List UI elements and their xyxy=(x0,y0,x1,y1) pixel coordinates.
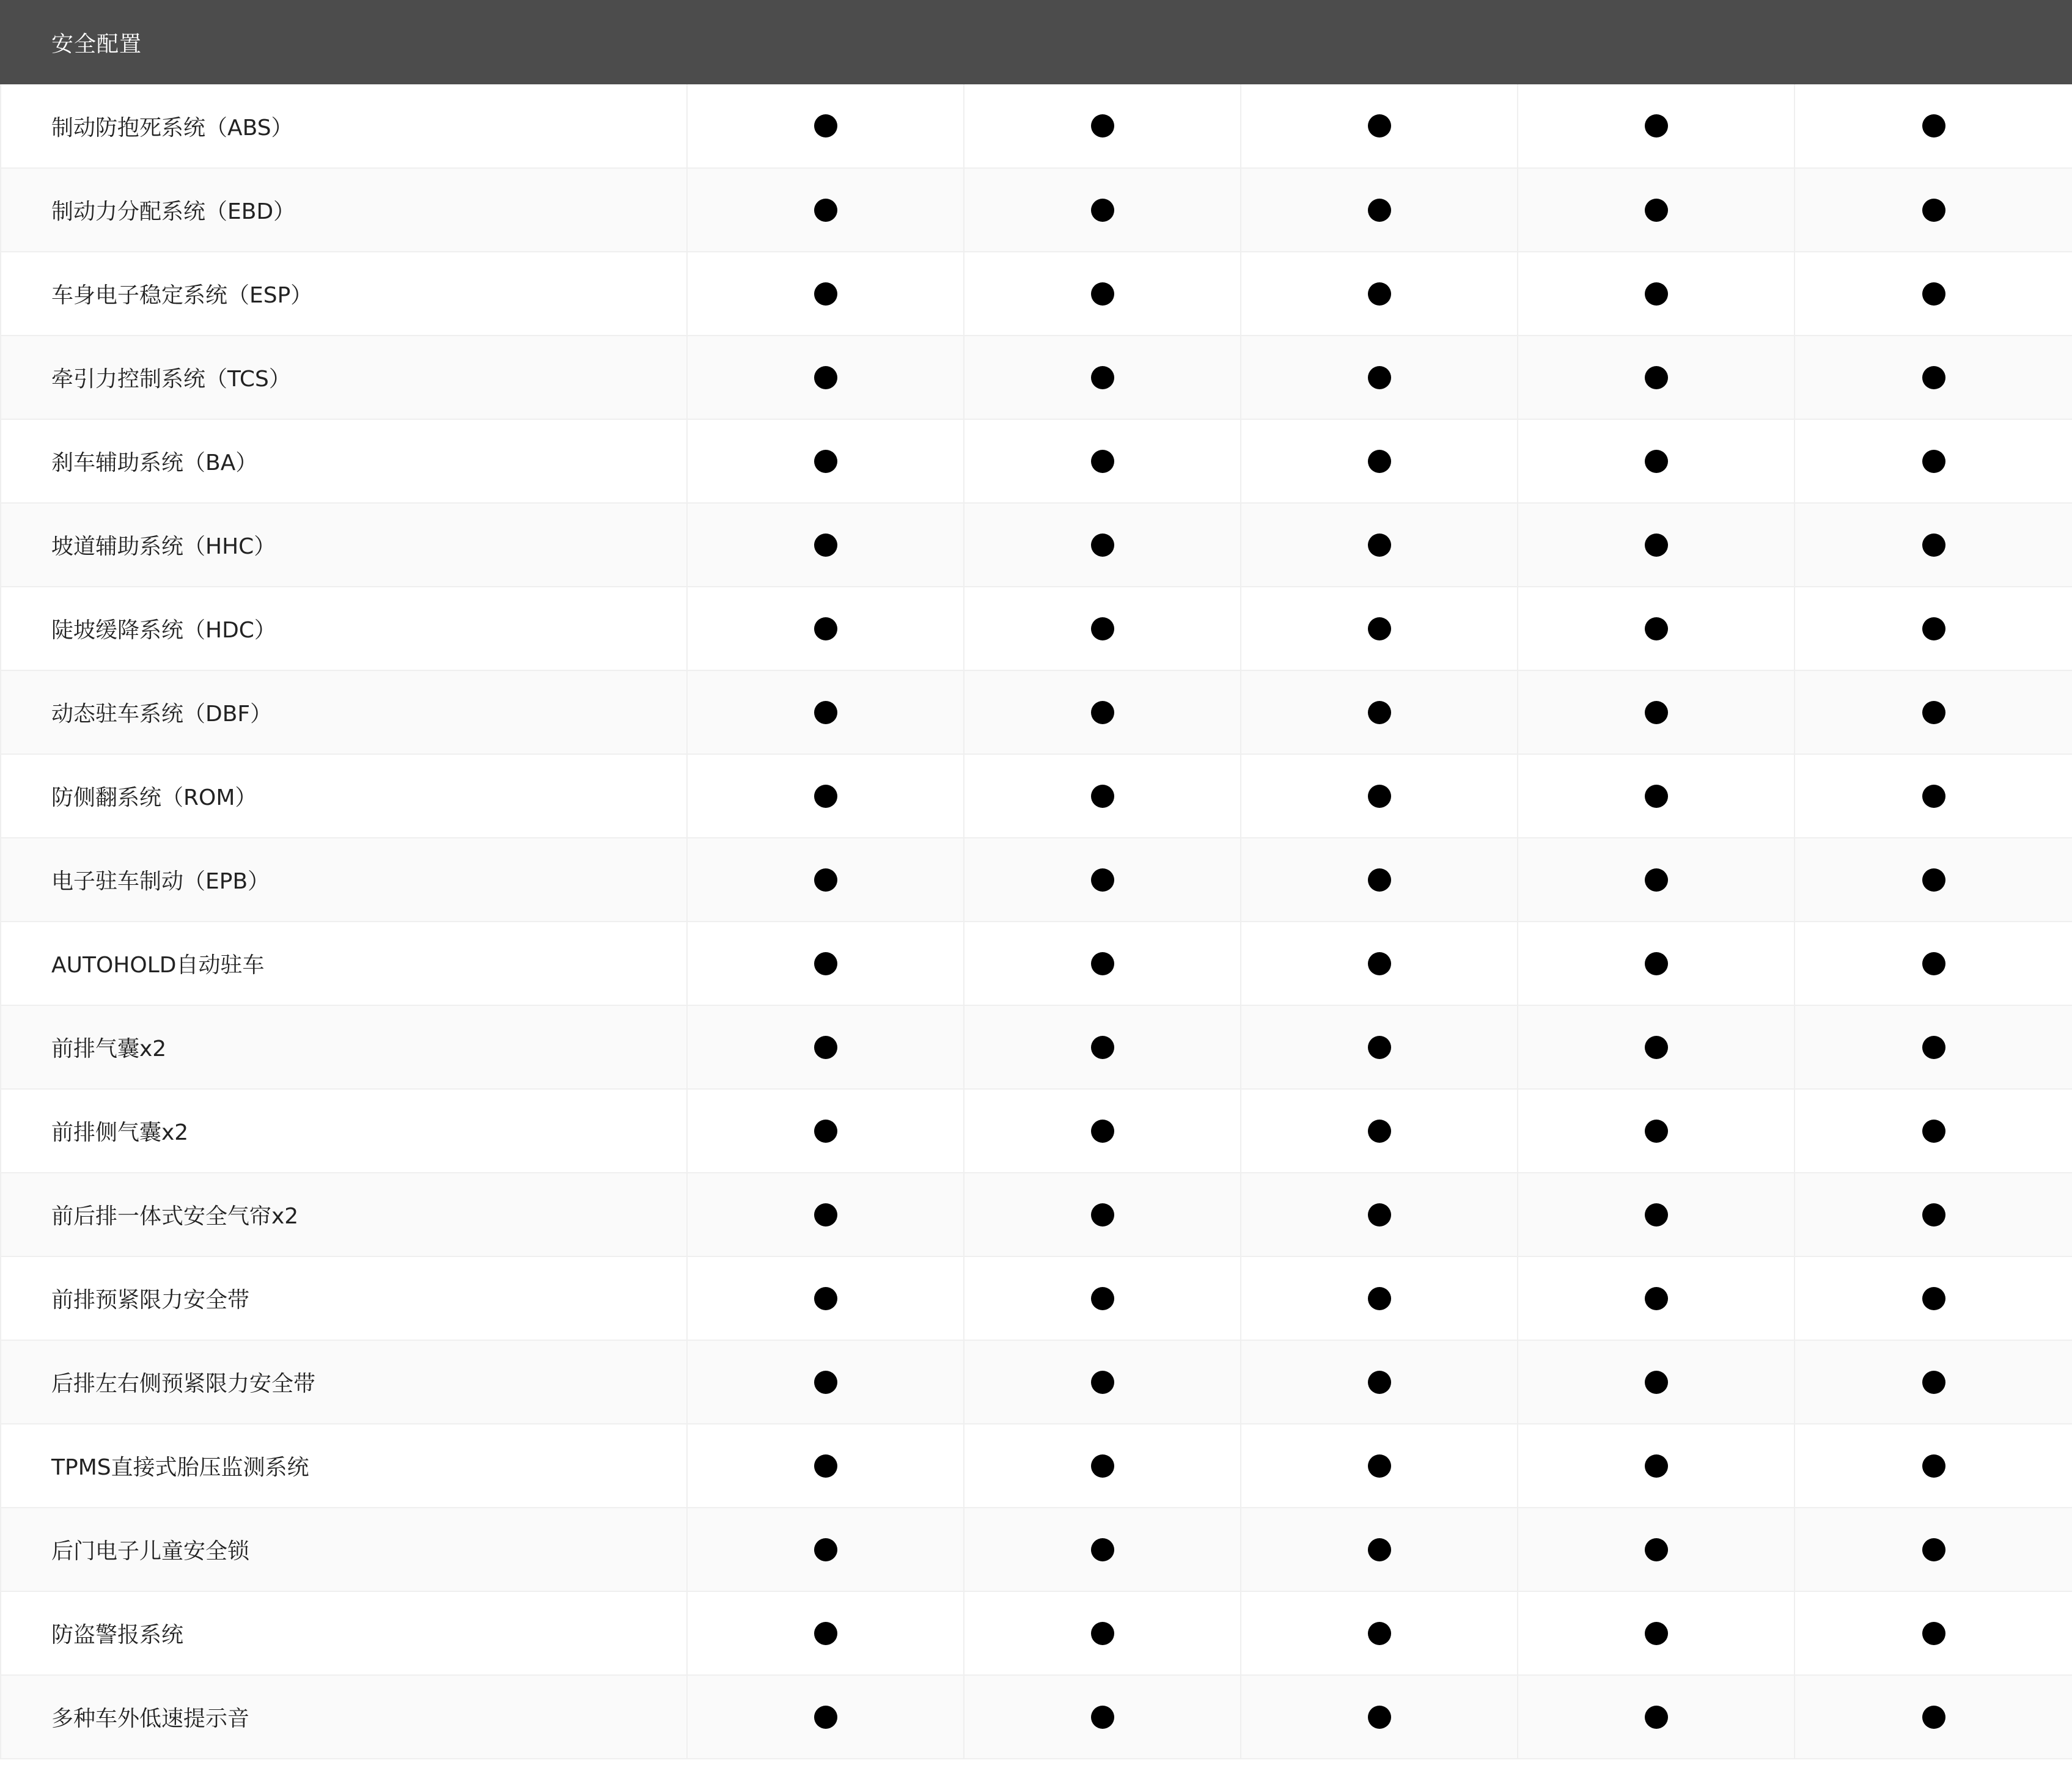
trim-value-cell xyxy=(1518,1424,1795,1508)
table-row xyxy=(1,670,2072,754)
filled-circle-icon xyxy=(1922,1706,1945,1729)
filled-circle-icon xyxy=(1645,785,1668,808)
trim-value-cell xyxy=(964,168,1241,252)
filled-circle-icon xyxy=(1368,1371,1391,1394)
section-title: 安全配置 xyxy=(51,31,142,57)
trim-value-cell xyxy=(1241,1173,1518,1256)
trim-value-cell xyxy=(1795,84,2072,168)
trim-value-cell xyxy=(964,1340,1241,1424)
trim-value-cell xyxy=(1241,1591,1518,1675)
filled-circle-icon xyxy=(1368,534,1391,557)
filled-circle-icon xyxy=(1091,1706,1114,1729)
table-row xyxy=(1,1256,2072,1340)
trim-value-cell xyxy=(1518,336,1795,419)
filled-circle-icon xyxy=(1091,199,1114,222)
trim-value-cell xyxy=(1241,838,1518,922)
filled-circle-icon xyxy=(1368,114,1391,138)
filled-circle-icon xyxy=(1368,366,1391,389)
filled-circle-icon xyxy=(1091,114,1114,138)
trim-value-cell xyxy=(687,252,964,336)
trim-value-cell xyxy=(687,587,964,670)
filled-circle-icon xyxy=(1091,1120,1114,1143)
trim-value-cell xyxy=(687,1256,964,1340)
section-header xyxy=(0,0,2072,84)
filled-circle-icon xyxy=(1091,282,1114,306)
filled-circle-icon xyxy=(1645,450,1668,473)
filled-circle-icon xyxy=(1645,952,1668,975)
trim-value-cell xyxy=(1518,1675,1795,1759)
trim-value-cell xyxy=(687,1424,964,1508)
filled-circle-icon xyxy=(1645,1371,1668,1394)
trim-value-cell xyxy=(1795,1675,2072,1759)
filled-circle-icon xyxy=(1922,450,1945,473)
trim-value-cell xyxy=(964,1508,1241,1591)
trim-value-cell xyxy=(687,1005,964,1089)
trim-value-cell xyxy=(964,252,1241,336)
trim-value-cell xyxy=(964,670,1241,754)
filled-circle-icon xyxy=(1645,1706,1668,1729)
trim-value-cell xyxy=(1795,1591,2072,1675)
trim-value-cell xyxy=(687,419,964,503)
filled-circle-icon xyxy=(1922,952,1945,975)
trim-value-cell xyxy=(1795,1424,2072,1508)
filled-circle-icon xyxy=(1368,1622,1391,1645)
filled-circle-icon xyxy=(1645,114,1668,138)
trim-value-cell xyxy=(964,587,1241,670)
trim-value-cell xyxy=(1518,587,1795,670)
filled-circle-icon xyxy=(1645,868,1668,892)
trim-value-cell xyxy=(1518,168,1795,252)
filled-circle-icon xyxy=(1922,1120,1945,1143)
trim-value-cell xyxy=(687,168,964,252)
filled-circle-icon xyxy=(814,617,837,640)
table-row xyxy=(1,1424,2072,1508)
table-row xyxy=(1,1591,2072,1675)
trim-value-cell xyxy=(1795,168,2072,252)
filled-circle-icon xyxy=(814,366,837,389)
filled-circle-icon xyxy=(1645,199,1668,222)
table-row xyxy=(1,1089,2072,1173)
trim-value-cell xyxy=(687,754,964,838)
table-row xyxy=(1,1675,2072,1759)
trim-value-cell xyxy=(1795,754,2072,838)
trim-value-cell xyxy=(687,922,964,1005)
filled-circle-icon xyxy=(1645,1120,1668,1143)
feature-label: 后门电子儿童安全锁 xyxy=(1,1508,687,1591)
filled-circle-icon xyxy=(1922,868,1945,892)
trim-value-cell xyxy=(1518,1173,1795,1256)
trim-value-cell xyxy=(1518,1591,1795,1675)
filled-circle-icon xyxy=(1368,1036,1391,1059)
filled-circle-icon xyxy=(1645,282,1668,306)
feature-label: 制动力分配系统（EBD） xyxy=(1,168,687,252)
filled-circle-icon xyxy=(1091,1622,1114,1645)
feature-label: 前排预紧限力安全带 xyxy=(1,1256,687,1340)
filled-circle-icon xyxy=(814,785,837,808)
filled-circle-icon xyxy=(1091,785,1114,808)
trim-value-cell xyxy=(1241,1089,1518,1173)
trim-value-cell xyxy=(964,503,1241,587)
trim-value-cell xyxy=(1241,1340,1518,1424)
table-row xyxy=(1,1508,2072,1591)
trim-value-cell xyxy=(687,84,964,168)
filled-circle-icon xyxy=(1922,1622,1945,1645)
filled-circle-icon xyxy=(814,868,837,892)
trim-value-cell xyxy=(1518,838,1795,922)
trim-value-cell xyxy=(687,838,964,922)
trim-value-cell xyxy=(1241,419,1518,503)
trim-value-cell xyxy=(964,1256,1241,1340)
trim-value-cell xyxy=(1241,922,1518,1005)
filled-circle-icon xyxy=(814,1538,837,1561)
filled-circle-icon xyxy=(1091,450,1114,473)
spec-table-body xyxy=(1,84,2072,1759)
feature-label: 前后排一体式安全气帘x2 xyxy=(1,1173,687,1256)
trim-value-cell xyxy=(1518,1005,1795,1089)
trim-value-cell xyxy=(687,1508,964,1591)
trim-value-cell xyxy=(687,336,964,419)
trim-value-cell xyxy=(1518,84,1795,168)
trim-value-cell xyxy=(1241,168,1518,252)
filled-circle-icon xyxy=(1091,1036,1114,1059)
filled-circle-icon xyxy=(814,1706,837,1729)
trim-value-cell xyxy=(687,1675,964,1759)
filled-circle-icon xyxy=(1922,1454,1945,1478)
trim-value-cell xyxy=(964,336,1241,419)
filled-circle-icon xyxy=(1368,199,1391,222)
feature-label: 后排左右侧预紧限力安全带 xyxy=(1,1340,687,1424)
filled-circle-icon xyxy=(814,1287,837,1310)
feature-label: 陡坡缓降系统（HDC） xyxy=(1,587,687,670)
feature-label: 刹车辅助系统（BA） xyxy=(1,419,687,503)
table-row xyxy=(1,84,2072,168)
trim-value-cell xyxy=(1518,503,1795,587)
filled-circle-icon xyxy=(814,1371,837,1394)
trim-value-cell xyxy=(1795,1508,2072,1591)
trim-value-cell xyxy=(687,1173,964,1256)
feature-label: 牵引力控制系统（TCS） xyxy=(1,336,687,419)
trim-value-cell xyxy=(964,1089,1241,1173)
filled-circle-icon xyxy=(1922,1538,1945,1561)
filled-circle-icon xyxy=(1922,1203,1945,1226)
trim-value-cell xyxy=(1241,1675,1518,1759)
trim-value-cell xyxy=(1518,1508,1795,1591)
filled-circle-icon xyxy=(1091,952,1114,975)
trim-value-cell xyxy=(1241,670,1518,754)
trim-value-cell xyxy=(1241,754,1518,838)
feature-label: 制动防抱死系统（ABS） xyxy=(1,84,687,168)
filled-circle-icon xyxy=(1645,534,1668,557)
filled-circle-icon xyxy=(1645,1622,1668,1645)
filled-circle-icon xyxy=(1922,1036,1945,1059)
filled-circle-icon xyxy=(1368,282,1391,306)
trim-value-cell xyxy=(1795,503,2072,587)
filled-circle-icon xyxy=(814,534,837,557)
filled-circle-icon xyxy=(814,1120,837,1143)
filled-circle-icon xyxy=(1091,1287,1114,1310)
trim-value-cell xyxy=(1241,336,1518,419)
filled-circle-icon xyxy=(1368,1120,1391,1143)
filled-circle-icon xyxy=(1922,1371,1945,1394)
filled-circle-icon xyxy=(1368,952,1391,975)
table-row xyxy=(1,922,2072,1005)
trim-value-cell xyxy=(964,1591,1241,1675)
filled-circle-icon xyxy=(1645,1203,1668,1226)
filled-circle-icon xyxy=(1091,1454,1114,1478)
filled-circle-icon xyxy=(1922,366,1945,389)
filled-circle-icon xyxy=(1368,701,1391,724)
filled-circle-icon xyxy=(1091,534,1114,557)
filled-circle-icon xyxy=(1645,1287,1668,1310)
feature-label: TPMS直接式胎压监测系统 xyxy=(1,1424,687,1508)
filled-circle-icon xyxy=(1091,868,1114,892)
feature-label: 防侧翻系统（ROM） xyxy=(1,754,687,838)
trim-value-cell xyxy=(1795,1340,2072,1424)
filled-circle-icon xyxy=(1922,617,1945,640)
trim-value-cell xyxy=(1518,252,1795,336)
filled-circle-icon xyxy=(1091,1203,1114,1226)
table-row xyxy=(1,168,2072,252)
feature-label: 防盗警报系统 xyxy=(1,1591,687,1675)
filled-circle-icon xyxy=(1368,868,1391,892)
trim-value-cell xyxy=(1795,419,2072,503)
filled-circle-icon xyxy=(1091,617,1114,640)
trim-value-cell xyxy=(1518,670,1795,754)
filled-circle-icon xyxy=(814,1203,837,1226)
filled-circle-icon xyxy=(814,1622,837,1645)
filled-circle-icon xyxy=(1368,1287,1391,1310)
filled-circle-icon xyxy=(814,1036,837,1059)
filled-circle-icon xyxy=(1645,366,1668,389)
trim-value-cell xyxy=(1518,1340,1795,1424)
trim-value-cell xyxy=(964,1675,1241,1759)
filled-circle-icon xyxy=(1645,617,1668,640)
filled-circle-icon xyxy=(1922,1287,1945,1310)
trim-value-cell xyxy=(1795,1256,2072,1340)
filled-circle-icon xyxy=(1091,701,1114,724)
trim-value-cell xyxy=(1518,754,1795,838)
trim-value-cell xyxy=(1795,336,2072,419)
trim-value-cell xyxy=(1241,1424,1518,1508)
feature-label: 电子驻车制动（EPB） xyxy=(1,838,687,922)
trim-value-cell xyxy=(687,1591,964,1675)
filled-circle-icon xyxy=(1368,1454,1391,1478)
safety-spec-table xyxy=(0,84,2072,1759)
feature-label: 前排气囊x2 xyxy=(1,1005,687,1089)
filled-circle-icon xyxy=(1368,1706,1391,1729)
table-row xyxy=(1,1340,2072,1424)
trim-value-cell xyxy=(964,1005,1241,1089)
trim-value-cell xyxy=(1795,1005,2072,1089)
trim-value-cell xyxy=(1795,670,2072,754)
table-row xyxy=(1,838,2072,922)
trim-value-cell xyxy=(1518,419,1795,503)
filled-circle-icon xyxy=(814,114,837,138)
trim-value-cell xyxy=(1241,503,1518,587)
filled-circle-icon xyxy=(814,701,837,724)
trim-value-cell xyxy=(964,1424,1241,1508)
feature-label: 动态驻车系统（DBF） xyxy=(1,670,687,754)
filled-circle-icon xyxy=(1645,1538,1668,1561)
trim-value-cell xyxy=(687,1340,964,1424)
filled-circle-icon xyxy=(814,450,837,473)
trim-value-cell xyxy=(1795,1173,2072,1256)
trim-value-cell xyxy=(1241,587,1518,670)
feature-label: 前排侧气囊x2 xyxy=(1,1089,687,1173)
feature-label: 车身电子稳定系统（ESP） xyxy=(1,252,687,336)
table-row xyxy=(1,252,2072,336)
filled-circle-icon xyxy=(1645,1454,1668,1478)
table-row xyxy=(1,587,2072,670)
table-row xyxy=(1,1005,2072,1089)
filled-circle-icon xyxy=(1922,701,1945,724)
trim-value-cell xyxy=(687,503,964,587)
filled-circle-icon xyxy=(814,199,837,222)
feature-label: 多种车外低速提示音 xyxy=(1,1675,687,1759)
trim-value-cell xyxy=(687,670,964,754)
trim-value-cell xyxy=(964,838,1241,922)
filled-circle-icon xyxy=(814,952,837,975)
filled-circle-icon xyxy=(1922,199,1945,222)
trim-value-cell xyxy=(1241,1005,1518,1089)
trim-value-cell xyxy=(1795,587,2072,670)
filled-circle-icon xyxy=(1645,701,1668,724)
filled-circle-icon xyxy=(814,282,837,306)
filled-circle-icon xyxy=(1368,450,1391,473)
filled-circle-icon xyxy=(1091,1538,1114,1561)
trim-value-cell xyxy=(1241,1508,1518,1591)
trim-value-cell xyxy=(1795,838,2072,922)
trim-value-cell xyxy=(1241,84,1518,168)
filled-circle-icon xyxy=(814,1454,837,1478)
filled-circle-icon xyxy=(1922,534,1945,557)
table-row xyxy=(1,1173,2072,1256)
trim-value-cell xyxy=(687,1089,964,1173)
trim-value-cell xyxy=(964,922,1241,1005)
table-row xyxy=(1,419,2072,503)
filled-circle-icon xyxy=(1922,282,1945,306)
filled-circle-icon xyxy=(1091,1371,1114,1394)
trim-value-cell xyxy=(1795,252,2072,336)
filled-circle-icon xyxy=(1368,617,1391,640)
trim-value-cell xyxy=(964,1173,1241,1256)
trim-value-cell xyxy=(964,754,1241,838)
filled-circle-icon xyxy=(1645,1036,1668,1059)
filled-circle-icon xyxy=(1368,1203,1391,1226)
feature-label: 坡道辅助系统（HHC） xyxy=(1,503,687,587)
trim-value-cell xyxy=(1518,1089,1795,1173)
filled-circle-icon xyxy=(1091,366,1114,389)
filled-circle-icon xyxy=(1922,785,1945,808)
trim-value-cell xyxy=(964,419,1241,503)
trim-value-cell xyxy=(1518,1256,1795,1340)
filled-circle-icon xyxy=(1368,785,1391,808)
trim-value-cell xyxy=(1795,1089,2072,1173)
trim-value-cell xyxy=(964,84,1241,168)
filled-circle-icon xyxy=(1368,1538,1391,1561)
table-row xyxy=(1,503,2072,587)
table-row xyxy=(1,336,2072,419)
trim-value-cell xyxy=(1518,922,1795,1005)
trim-value-cell xyxy=(1241,1256,1518,1340)
feature-label: AUTOHOLD自动驻车 xyxy=(1,922,687,1005)
trim-value-cell xyxy=(1241,252,1518,336)
filled-circle-icon xyxy=(1922,114,1945,138)
table-row xyxy=(1,754,2072,838)
trim-value-cell xyxy=(1795,922,2072,1005)
